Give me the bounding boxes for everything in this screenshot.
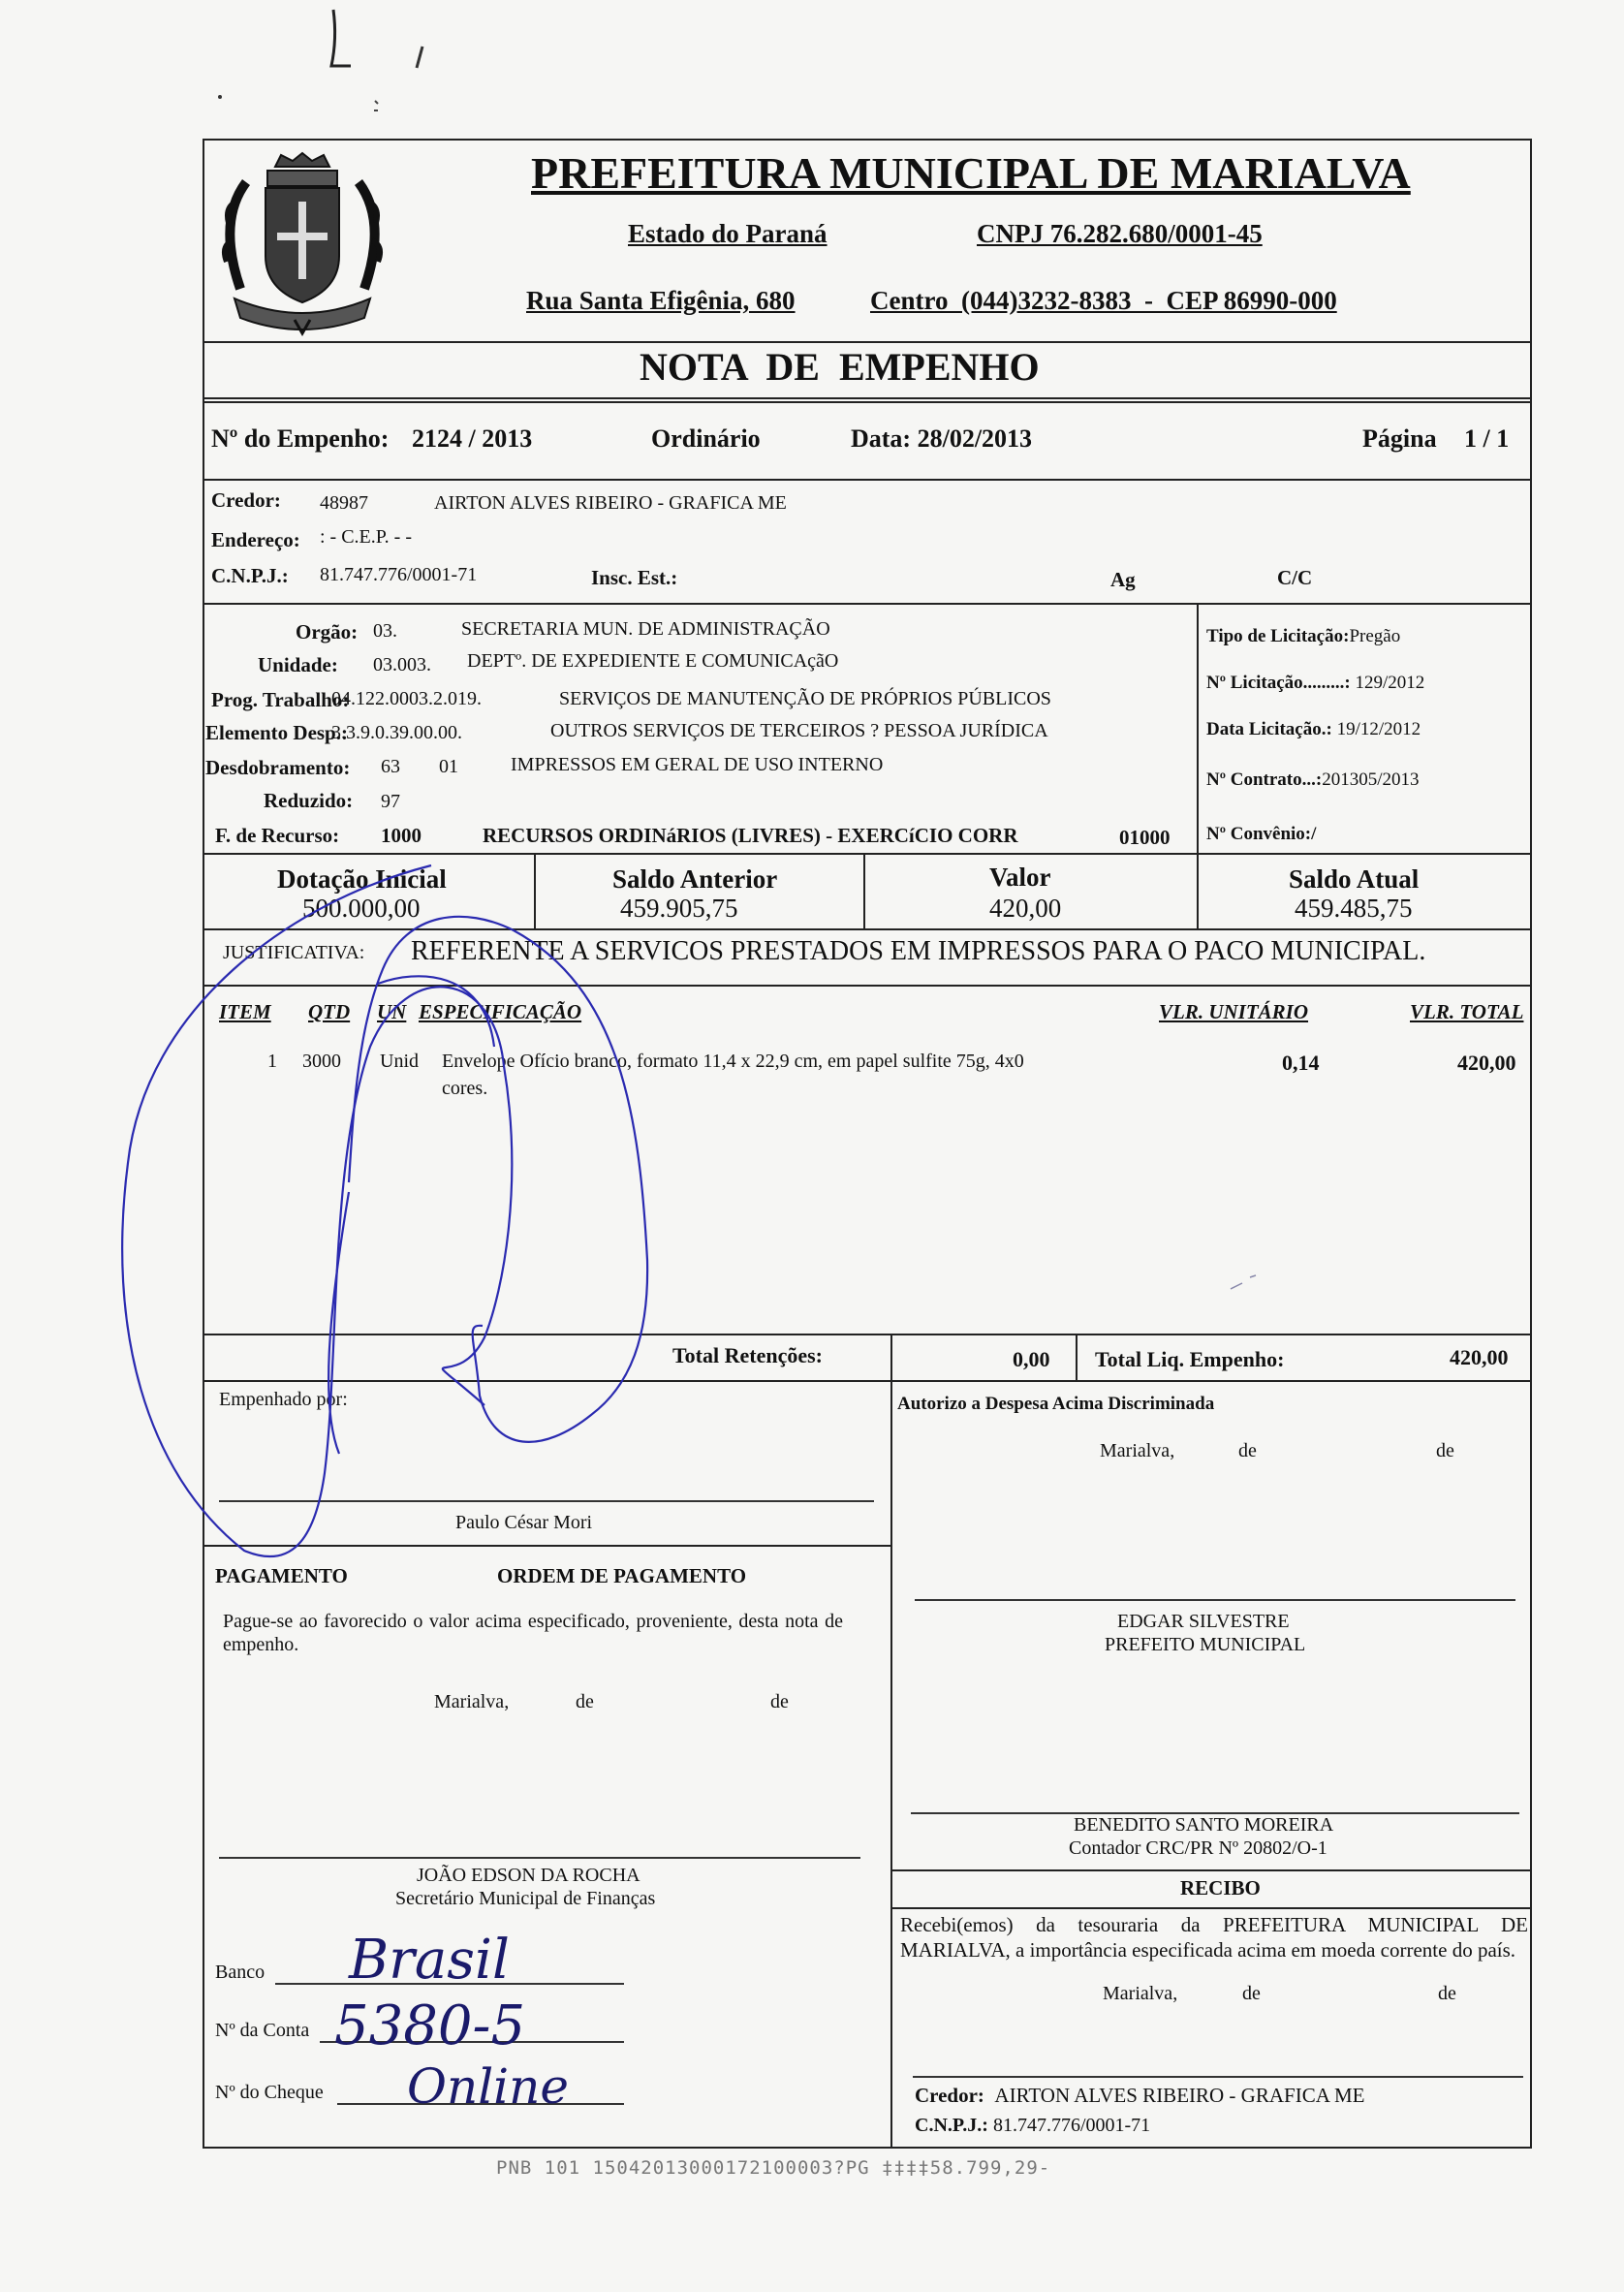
elemento-code: 3.3.9.0.39.00.00. xyxy=(331,722,462,743)
recurso-name: RECURSOS ORDINáRIOS (LIVRES) - EXERCíCIO CORR xyxy=(483,824,1018,847)
convenio-label: Nº Convênio:/ xyxy=(1206,824,1317,844)
recibo-de-1: de xyxy=(1242,1983,1261,2004)
recibo-de-2: de xyxy=(1438,1983,1456,2004)
secretario-title: Secretário Municipal de Finanças xyxy=(395,1888,656,1909)
reduzido-label: Reduzido: xyxy=(264,789,354,812)
cheque-handwritten: Online xyxy=(407,2058,569,2115)
unidade-label: Unidade: xyxy=(258,653,338,676)
justificativa-label: JUSTIFICATIVA: xyxy=(223,942,365,963)
ordem-pagamento-label: ORDEM DE PAGAMENTO xyxy=(497,1564,747,1587)
licitacao-number-label: Nº Licitação.........: xyxy=(1206,673,1351,693)
licitacao-number: 129/2012 xyxy=(1355,673,1425,693)
pagamento-city: Marialva, xyxy=(434,1691,510,1712)
address-street: Rua Santa Efigênia, 680 xyxy=(526,286,796,315)
recibo-credor-name: AIRTON ALVES RIBEIRO - GRAFICA ME xyxy=(994,2084,1365,2107)
credor-label: Credor: xyxy=(211,488,281,512)
recibo-city: Marialva, xyxy=(1103,1983,1178,2004)
reduzido-code: 97 xyxy=(381,791,400,812)
pagamento-label: PAGAMENTO xyxy=(215,1564,348,1587)
prog-code: 04.122.0003.2.019. xyxy=(331,688,482,709)
pagamento-de-1: de xyxy=(576,1691,594,1712)
recibo-cnpj-label: C.N.P.J.: xyxy=(915,2115,988,2136)
recibo-text: Recebi(emos) da tesouraria da PREFEITURA MUNICIPAL DE MARIALVA, a importância especificada acima em moeda corrente do país. xyxy=(900,1913,1528,1962)
retencoes-value: 0,00 xyxy=(1013,1347,1050,1371)
dotacao-value: 500.000,00 xyxy=(302,894,421,923)
prog-label: Prog. Trabalho: xyxy=(211,688,350,711)
footer-code: PNB 101 15042013000172100003?PG ‡‡‡‡58.799,29- xyxy=(496,2157,1051,2179)
prefeito-name: EDGAR SILVESTRE xyxy=(1117,1611,1290,1632)
empenho-number-label: Nº do Empenho: xyxy=(211,424,390,453)
autorizo-label: Autorizo a Despesa Acima Discriminada xyxy=(897,1394,1215,1414)
recurso-label: F. de Recurso: xyxy=(215,824,340,847)
ag-label: Ag xyxy=(1110,568,1136,591)
saldo-atual-label: Saldo Atual xyxy=(1289,864,1420,894)
prefeito-title: PREFEITO MUNICIPAL xyxy=(1105,1634,1306,1655)
dotacao-label: Dotação Inicial xyxy=(277,864,447,894)
page-number: 1 / 1 xyxy=(1464,424,1510,453)
valor-label: Valor xyxy=(989,863,1051,892)
scan-marks xyxy=(0,0,465,116)
elemento-label: Elemento Desp.: xyxy=(205,721,348,744)
endereco-label: Endereço: xyxy=(211,528,300,551)
credor-name: AIRTON ALVES RIBEIRO - GRAFICA ME xyxy=(434,492,787,514)
retencoes-label: Total Retenções: xyxy=(672,1343,823,1367)
empenho-date: Data: 28/02/2013 xyxy=(851,424,1033,453)
recibo-credor-label: Credor: xyxy=(915,2084,984,2107)
col-item: ITEM xyxy=(219,1000,271,1023)
empenhado-label: Empenhado por: xyxy=(219,1389,348,1410)
unidade-code: 03.003. xyxy=(373,654,431,675)
liq-empenho-value: 420,00 xyxy=(1450,1345,1509,1369)
page-title: PREFEITURA MUNICIPAL DE MARIALVA xyxy=(531,148,1411,198)
item-unit-value: 0,14 xyxy=(1282,1051,1320,1075)
document-title: NOTA DE EMPENHO xyxy=(640,345,1040,389)
col-total: VLR. TOTAL xyxy=(1410,1000,1524,1023)
licitacao-date-label: Data Licitação.: xyxy=(1206,719,1332,739)
col-unit: VLR. UNITÁRIO xyxy=(1159,1000,1309,1023)
col-un: UN xyxy=(377,1000,407,1023)
item-spec-line1: Envelope Ofício branco, formato 11,4 x 22,9 cm, em papel sulfite 75g, 4x0 xyxy=(442,1051,1024,1072)
page-label: Página xyxy=(1362,424,1437,453)
valor-value: 420,00 xyxy=(989,894,1062,923)
secretario-name: JOÃO EDSON DA ROCHA xyxy=(417,1865,640,1886)
item-number: 1 xyxy=(267,1051,277,1072)
cnpj-header: CNPJ 76.282.680/0001-45 xyxy=(977,219,1263,248)
cnpj-label: C.N.P.J.: xyxy=(211,564,289,587)
conta-label: Nº da Conta xyxy=(215,2020,310,2041)
contador-title: Contador CRC/PR Nº 20802/O-1 xyxy=(1069,1837,1327,1859)
contrato-label: Nº Contrato...: xyxy=(1206,769,1323,790)
recurso-fonte: 01000 xyxy=(1119,826,1171,849)
state-label: Estado do Paraná xyxy=(628,219,828,248)
liq-empenho-label: Total Liq. Empenho: xyxy=(1095,1347,1285,1371)
contador-name: BENEDITO SANTO MOREIRA xyxy=(1074,1814,1334,1836)
credor-code: 48987 xyxy=(320,492,368,514)
orgao-label: Orgão: xyxy=(296,620,359,644)
saldo-anterior-value: 459.905,75 xyxy=(620,894,738,923)
col-qtd: QTD xyxy=(308,1000,351,1023)
credor-cnpj: 81.747.776/0001-71 xyxy=(320,564,478,585)
endereco-value: : - C.E.P. - - xyxy=(320,526,412,548)
recibo-title: RECIBO xyxy=(1180,1876,1261,1900)
banco-handwritten: Brasil xyxy=(349,1929,510,1992)
saldo-atual-value: 459.485,75 xyxy=(1295,894,1413,923)
justificativa-text: REFERENTE A SERVICOS PRESTADOS EM IMPRESSOS PARA O PACO MUNICIPAL. xyxy=(411,936,1426,966)
tipo-licitacao-label: Tipo de Licitação: xyxy=(1206,626,1350,646)
desdobramento-name: IMPRESSOS EM GERAL DE USO INTERNO xyxy=(511,754,884,775)
desdobramento-sub: 01 xyxy=(439,756,458,777)
recurso-code: 1000 xyxy=(381,824,422,847)
recibo-cnpj: 81.747.776/0001-71 xyxy=(992,2115,1151,2136)
orgao-name: SECRETARIA MUN. DE ADMINISTRAÇÃO xyxy=(461,618,830,640)
autorizo-de-1: de xyxy=(1238,1440,1257,1461)
saldo-anterior-label: Saldo Anterior xyxy=(612,864,778,894)
cheque-label: Nº do Cheque xyxy=(215,2082,324,2103)
item-qtd: 3000 xyxy=(302,1051,341,1072)
empenhado-name: Paulo César Mori xyxy=(455,1512,593,1533)
contrato-value: 201305/2013 xyxy=(1322,769,1420,790)
col-spec: ESPECIFICAÇÃO xyxy=(419,1000,582,1023)
desdobramento-label: Desdobramento: xyxy=(205,756,351,779)
unidade-name: DEPTº. DE EXPEDIENTE E COMUNICAçãO xyxy=(467,650,839,672)
conta-handwritten: 5380-5 xyxy=(334,1994,526,2057)
autorizo-de-2: de xyxy=(1436,1440,1454,1461)
pague-text: Pague-se ao favorecido o valor acima especificado, proveniente, desta nota de empenho. xyxy=(223,1611,843,1655)
desdobramento-code: 63 xyxy=(381,756,400,777)
empenho-number: 2124 / 2013 xyxy=(412,424,533,453)
licitacao-date: 19/12/2012 xyxy=(1336,719,1421,739)
empenho-type: Ordinário xyxy=(651,424,761,453)
item-un: Unid xyxy=(380,1051,419,1072)
pagamento-de-2: de xyxy=(770,1691,789,1712)
orgao-code: 03. xyxy=(373,620,397,642)
item-total-value: 420,00 xyxy=(1457,1051,1516,1075)
address-rest: Centro (044)3232-8383 - CEP 86990-000 xyxy=(870,286,1337,315)
tipo-licitacao-value: Pregão xyxy=(1349,626,1401,646)
item-spec-line2: cores. xyxy=(442,1078,488,1099)
cc-label: C/C xyxy=(1277,566,1313,589)
elemento-name: OUTROS SERVIÇOS DE TERCEIROS ? PESSOA JURÍDICA xyxy=(550,720,1048,741)
prog-name: SERVIÇOS DE MANUTENÇÃO DE PRÓPRIOS PÚBLICOS xyxy=(559,688,1051,709)
coat-of-arms-icon xyxy=(207,143,397,337)
banco-label: Banco xyxy=(215,1962,265,1983)
autorizo-city: Marialva, xyxy=(1100,1440,1175,1461)
insc-label: Insc. Est.: xyxy=(591,566,678,589)
